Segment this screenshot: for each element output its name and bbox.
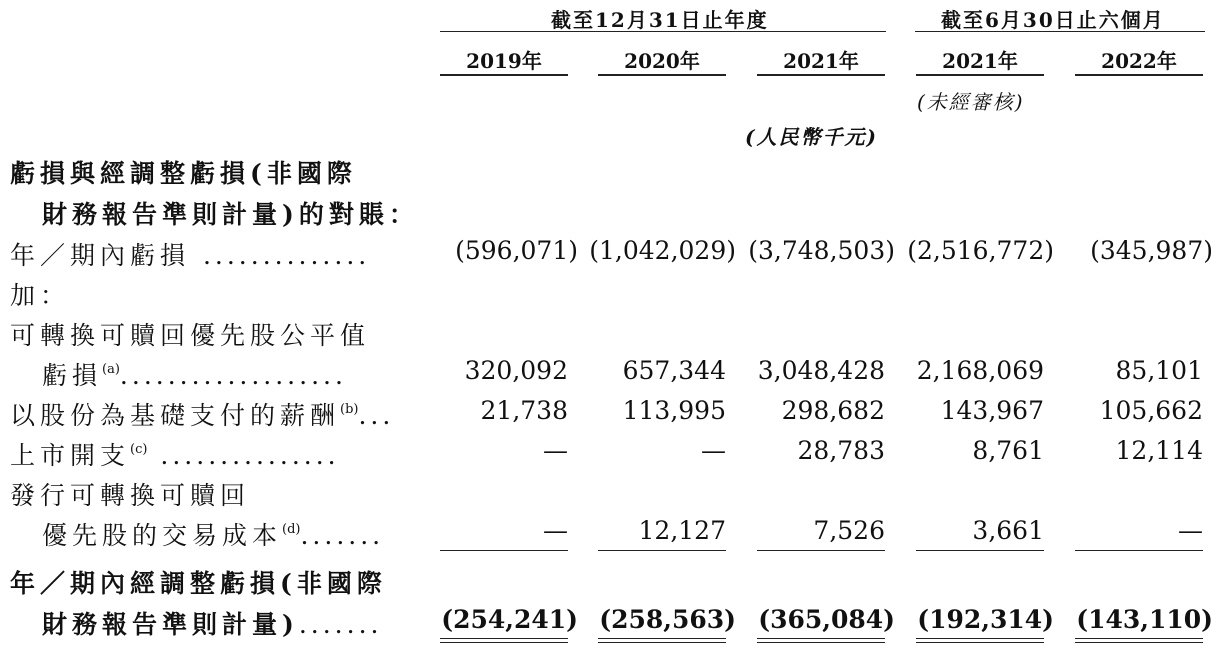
value-listing-2021-interim: 8,761: [972, 436, 1044, 465]
subtotal-rule-2019: [440, 550, 568, 551]
subtotal-rule-2022-interim: [1075, 550, 1203, 551]
total-double-rule-2021-interim: [916, 638, 1044, 643]
value-listing-2020: —: [701, 436, 726, 465]
value-fair-value-loss-2019: 320,092: [464, 356, 568, 385]
row-label-transaction-costs: 發行可轉換可贖回: [10, 481, 251, 510]
value-net-loss-2021-interim: (2,516,772): [907, 236, 1054, 265]
row-label-fair-value-loss: 可轉換可贖回優先股公平值: [10, 321, 371, 350]
row-label-share-based-compensation: 以股份為基礎支付的薪酬$^{(b)}$...: [10, 401, 395, 430]
currency-unit-note: (人民幣千元): [745, 125, 878, 149]
value-listing-2022-interim: 12,114: [1115, 436, 1203, 465]
value-net-loss-2021-annual: (3,748,503): [748, 236, 895, 265]
header-group-year-end: 截至12月31日止年度: [551, 8, 769, 32]
value-transaction-2021-interim: 3,661: [972, 516, 1044, 545]
column-rule-2019: [440, 74, 568, 76]
row-label-listing-expenses: 上市開支$^{(c)}$ ...............: [10, 441, 340, 470]
value-share-based-2022-interim: 105,662: [1099, 396, 1203, 425]
value-listing-2021-annual: 28,783: [797, 436, 885, 465]
column-header-2021-interim: 2021年: [942, 49, 1018, 73]
value-net-loss-2019: (596,071): [455, 236, 578, 265]
column-rule-2021-annual: [757, 74, 885, 76]
column-header-2020: 2020年: [624, 49, 700, 73]
header-group-six-months: 截至6月30日止六個月: [941, 8, 1165, 32]
value-net-loss-2020: (1,042,029): [589, 236, 736, 265]
subtotal-rule-2020: [598, 550, 726, 551]
total-double-rule-2020: [598, 638, 726, 643]
row-label-fair-value-loss-continued: 虧損$^{(a)}$...................: [42, 361, 347, 390]
column-rule-2020: [598, 74, 726, 76]
column-header-2019: 2019年: [466, 49, 542, 73]
value-fair-value-loss-2022-interim: 85,101: [1115, 356, 1203, 385]
value-fair-value-loss-2020: 657,344: [622, 356, 726, 385]
value-share-based-2019: 21,738: [480, 396, 568, 425]
value-transaction-2020: 12,127: [638, 516, 726, 545]
value-transaction-2022-interim: —: [1178, 516, 1203, 545]
value-share-based-2021-annual: 298,682: [781, 396, 885, 425]
total-value-2021-annual: (365,084): [758, 605, 895, 634]
total-value-2020: (258,563): [599, 605, 736, 634]
total-label-continued: 財務報告準則計量).......: [42, 610, 383, 639]
total-double-rule-2019: [440, 638, 568, 643]
section-title-continued: 財務報告準則計量)的對賬：: [42, 200, 419, 229]
header-group2-rule: [915, 31, 1205, 32]
total-value-2021-interim: (192,314): [917, 605, 1054, 634]
value-transaction-2019: —: [543, 516, 568, 545]
column-header-2022-interim: 2022年: [1101, 49, 1177, 73]
subtotal-rule-2021-interim: [916, 550, 1044, 551]
subtotal-rule-2021-annual: [757, 550, 885, 551]
value-transaction-2021-annual: 7,526: [813, 516, 885, 545]
total-value-2019: (254,241): [441, 605, 578, 634]
value-share-based-2020: 113,995: [622, 396, 726, 425]
value-fair-value-loss-2021-annual: 3,048,428: [757, 356, 885, 385]
column-header-2021-annual: 2021年: [783, 49, 859, 73]
total-label: 年／期內經調整虧損(非國際: [10, 569, 387, 598]
unaudited-note: (未經審核): [917, 90, 1025, 114]
value-net-loss-2022-interim: (345,987): [1090, 236, 1213, 265]
total-value-2022-interim: (143,110): [1076, 605, 1213, 634]
value-fair-value-loss-2021-interim: 2,168,069: [916, 356, 1044, 385]
value-share-based-2021-interim: 143,967: [940, 396, 1044, 425]
section-title: 虧損與經調整虧損(非國際: [10, 159, 357, 188]
total-double-rule-2022-interim: [1075, 638, 1203, 643]
column-rule-2022-interim: [1075, 74, 1203, 76]
value-listing-2019: —: [543, 436, 568, 465]
total-double-rule-2021-annual: [757, 638, 885, 643]
row-label-transaction-costs-continued: 優先股的交易成本$^{(d)}$.......: [42, 521, 385, 550]
header-group1-rule: [440, 31, 886, 32]
row-label-net-loss: 年／期內虧損 ..............: [10, 241, 371, 270]
row-label-add: 加：: [10, 281, 71, 310]
column-rule-2021-interim: [916, 74, 1044, 76]
